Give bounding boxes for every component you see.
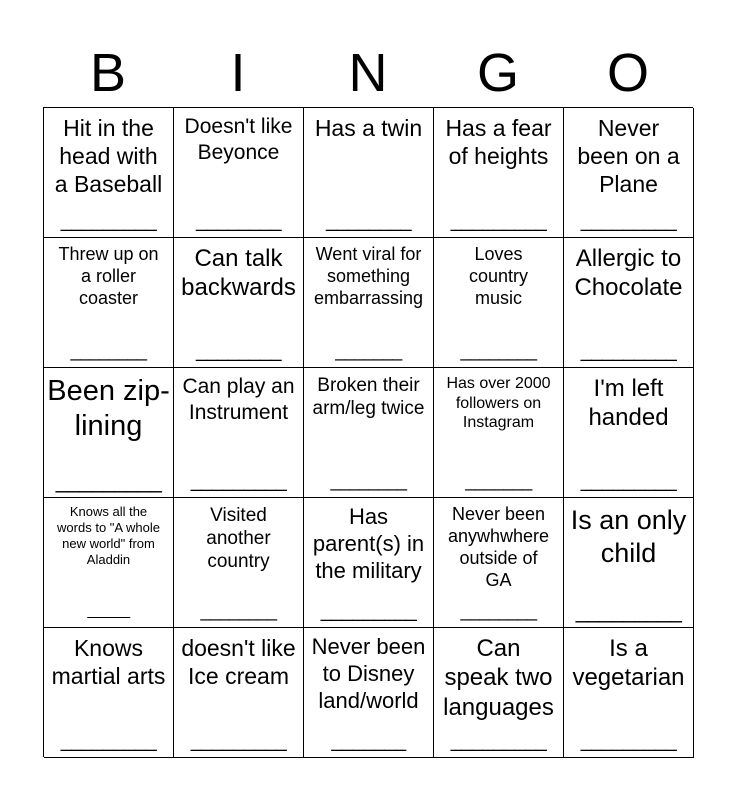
bingo-cell[interactable] [174,498,304,628]
bingo-cell[interactable] [174,368,304,498]
signature-line[interactable]: _________ [320,600,417,622]
cell-prompt: Can speak two languages [443,635,554,721]
signature-line[interactable]: _________ [580,730,677,752]
signature-line[interactable]: ________ [460,341,537,361]
bingo-cell[interactable] [304,628,434,758]
cell-prompt: Has parent(s) in the military [312,504,425,583]
bingo-cell[interactable] [174,238,304,368]
bingo-cell[interactable] [434,498,564,628]
cell-prompt: Never been on a Plane [577,115,680,198]
bingo-cell[interactable] [304,238,434,368]
signature-line[interactable]: ________ [70,341,147,361]
signature-line[interactable]: _________ [580,470,677,492]
cell-prompt: Can play an Instrument [182,375,295,424]
cell-prompt: doesn't like Ice cream [181,635,296,690]
cell-prompt: Threw up on a roller coaster [58,244,159,308]
header-letter-o: O [606,43,649,103]
signature-line[interactable]: _________ [450,730,547,752]
bingo-cell[interactable] [564,628,694,758]
signature-line[interactable]: _________ [55,468,162,493]
signature-line[interactable]: _________ [450,210,547,232]
cell-prompt: Has a fear of heights [445,115,552,170]
cell-prompt: Is an only child [570,505,687,568]
signature-line[interactable]: _________ [190,470,287,492]
bingo-cell[interactable] [44,238,174,368]
bingo-cell[interactable] [564,498,694,628]
cell-prompt: Hit in the head with a Baseball [54,115,163,198]
bingo-header [43,40,693,106]
cell-prompt: Been zip- lining [47,375,170,443]
bingo-cell[interactable] [174,628,304,758]
signature-line[interactable]: _________ [580,210,677,232]
signature-line[interactable]: ________ [200,601,277,621]
header-letter-b: B [89,43,127,103]
signature-line[interactable]: _________ [580,340,677,362]
bingo-cell[interactable] [304,368,434,498]
cell-prompt: Broken their arm/leg twice [312,375,425,420]
bingo-cell[interactable] [564,238,694,368]
cell-prompt: Is a vegetarian [572,635,685,692]
signature-line[interactable]: _____ [87,602,130,619]
cell-prompt: Allergic to Chocolate [574,245,683,302]
bingo-cell[interactable] [44,498,174,628]
bingo-cell[interactable] [564,108,694,238]
signature-line[interactable]: _________ [575,598,682,623]
cell-prompt: Has a twin [314,115,423,141]
bingo-cell[interactable] [564,368,694,498]
bingo-cell[interactable] [174,108,304,238]
bingo-cell[interactable] [434,108,564,238]
cell-prompt: Never been anywhwhere outside of GA [447,504,550,590]
bingo-card-grid [43,107,693,757]
signature-line[interactable]: ________ [196,340,281,362]
bingo-cell[interactable] [44,368,174,498]
signature-line[interactable]: ________ [326,210,411,232]
signature-line[interactable]: _______ [465,471,532,491]
cell-prompt: Doesn't like Beyonce [184,115,293,164]
signature-line[interactable]: _______ [335,341,402,361]
cell-prompt: Has over 2000 followers on Instagram [446,375,551,432]
cell-prompt: Loves country music [468,244,529,308]
bingo-cell[interactable] [434,368,564,498]
bingo-cell[interactable] [304,108,434,238]
cell-prompt: Never been to Disney land/world [311,634,426,713]
cell-prompt: Knows martial arts [51,635,166,690]
cell-prompt: I'm left handed [588,375,669,432]
header-letter-g: G [476,43,519,103]
signature-line[interactable]: _________ [60,210,157,232]
bingo-cell[interactable] [44,628,174,758]
bingo-cell[interactable] [304,498,434,628]
header-letter-n: N [348,43,388,103]
cell-prompt: Went viral for something embarrassing [313,244,424,308]
signature-line[interactable]: _______ [331,730,406,752]
cell-prompt: Can talk backwards [181,245,296,302]
signature-line[interactable]: ________ [460,601,537,621]
signature-line[interactable]: _________ [190,730,287,752]
signature-line[interactable]: ________ [330,471,407,491]
signature-line[interactable]: ________ [196,210,281,232]
signature-line[interactable]: _________ [60,730,157,752]
header-letter-i: I [230,43,246,103]
bingo-cell[interactable] [434,628,564,758]
cell-prompt: Knows all the words to "A whole new world" from Aladdin [57,504,160,567]
bingo-cell[interactable] [44,108,174,238]
bingo-cell[interactable] [434,238,564,368]
cell-prompt: Visited another country [206,505,271,573]
